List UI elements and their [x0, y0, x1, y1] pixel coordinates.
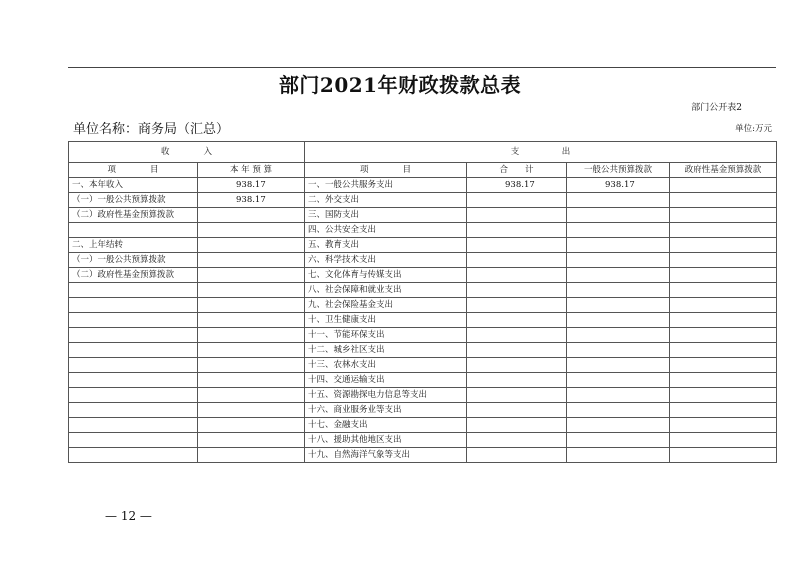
- income-item-cell: [69, 223, 198, 238]
- expense-item-cell: 七、文化体育与传媒支出: [305, 268, 467, 283]
- table-row: [69, 178, 777, 193]
- fund-budget-cell: [670, 223, 777, 238]
- total-cell: [467, 433, 567, 448]
- total-cell: [467, 418, 567, 433]
- expense-item-cell: 十六、商业服务业等支出: [305, 403, 467, 418]
- general-budget-cell: [567, 283, 670, 298]
- table-group-header-row: [69, 142, 777, 163]
- expense-item-cell: 四、公共安全支出: [305, 223, 467, 238]
- general-budget-cell: [567, 253, 670, 268]
- col-fund-budget: 政府性基金预算拨款: [670, 163, 777, 178]
- total-cell: [467, 328, 567, 343]
- col-income-budget: 本 年 预 算: [198, 163, 305, 178]
- table-row: [69, 418, 777, 433]
- total-cell: [467, 223, 567, 238]
- fund-budget-cell: [670, 448, 777, 463]
- income-item-cell: [69, 373, 198, 388]
- expense-header: 支 出: [305, 142, 777, 163]
- income-item-cell: （一）一般公共预算拨款: [69, 193, 198, 208]
- general-budget-cell: [567, 193, 670, 208]
- general-budget-cell: [567, 448, 670, 463]
- total-cell: [467, 238, 567, 253]
- income-item-cell: [69, 433, 198, 448]
- income-budget-cell: [198, 448, 305, 463]
- fund-budget-cell: [670, 403, 777, 418]
- col-general-budget: 一般公共预算拨款: [567, 163, 670, 178]
- table-row: [69, 223, 777, 238]
- table-row: [69, 403, 777, 418]
- table-row: [69, 433, 777, 448]
- general-budget-cell: [567, 328, 670, 343]
- table-row: [69, 448, 777, 463]
- total-cell: [467, 313, 567, 328]
- income-budget-cell: [198, 388, 305, 403]
- total-cell: [467, 358, 567, 373]
- total-cell: [467, 298, 567, 313]
- fund-budget-cell: [670, 388, 777, 403]
- income-budget-cell: [198, 238, 305, 253]
- form-number: 部门公开表2: [691, 103, 742, 113]
- expense-item-cell: 十一、节能环保支出: [305, 328, 467, 343]
- budget-table: [68, 141, 777, 463]
- income-item-cell: [69, 343, 198, 358]
- income-budget-cell: [198, 298, 305, 313]
- fund-budget-cell: [670, 418, 777, 433]
- total-cell: [467, 388, 567, 403]
- page-title: 部门2021年财政拨款总表: [278, 73, 522, 97]
- expense-item-cell: 十七、金融支出: [305, 418, 467, 433]
- expense-item-cell: 九、社会保险基金支出: [305, 298, 467, 313]
- income-budget-cell: 938.17: [198, 193, 305, 208]
- income-budget-cell: [198, 373, 305, 388]
- income-item-cell: [69, 358, 198, 373]
- income-budget-cell: [198, 208, 305, 223]
- fund-budget-cell: [670, 298, 777, 313]
- income-header: 收 入: [69, 142, 305, 163]
- income-budget-cell: [198, 328, 305, 343]
- income-item-cell: [69, 328, 198, 343]
- expense-item-cell: 二、外交支出: [305, 193, 467, 208]
- income-budget-cell: [198, 283, 305, 298]
- table-row: [69, 208, 777, 223]
- total-cell: [467, 373, 567, 388]
- income-budget-cell: [198, 343, 305, 358]
- table-row: [69, 373, 777, 388]
- table-row: [69, 343, 777, 358]
- col-expense-item: 项 目: [305, 163, 467, 178]
- income-budget-cell: [198, 358, 305, 373]
- expense-item-cell: 三、国防支出: [305, 208, 467, 223]
- fund-budget-cell: [670, 433, 777, 448]
- total-cell: [467, 403, 567, 418]
- general-budget-cell: [567, 298, 670, 313]
- table-row: [69, 253, 777, 268]
- fund-budget-cell: [670, 313, 777, 328]
- general-budget-cell: [567, 238, 670, 253]
- fund-budget-cell: [670, 358, 777, 373]
- fund-budget-cell: [670, 268, 777, 283]
- income-item-cell: [69, 388, 198, 403]
- total-cell: 938.17: [467, 178, 567, 193]
- income-budget-cell: 938.17: [198, 178, 305, 193]
- income-item-cell: （二）政府性基金预算拨款: [69, 208, 198, 223]
- general-budget-cell: 938.17: [567, 178, 670, 193]
- fund-budget-cell: [670, 178, 777, 193]
- table-row: [69, 358, 777, 373]
- col-total: 合 计: [467, 163, 567, 178]
- total-cell: [467, 343, 567, 358]
- expense-item-cell: 一、一般公共服务支出: [305, 178, 467, 193]
- fund-budget-cell: [670, 328, 777, 343]
- expense-item-cell: 十四、交通运输支出: [305, 373, 467, 388]
- income-budget-cell: [198, 433, 305, 448]
- fund-budget-cell: [670, 193, 777, 208]
- total-cell: [467, 253, 567, 268]
- expense-item-cell: 十、卫生健康支出: [305, 313, 467, 328]
- expense-item-cell: 十九、自然海洋气象等支出: [305, 448, 467, 463]
- table-row: [69, 268, 777, 283]
- income-item-cell: [69, 283, 198, 298]
- fund-budget-cell: [670, 373, 777, 388]
- general-budget-cell: [567, 373, 670, 388]
- table-row: [69, 238, 777, 253]
- expense-item-cell: 六、科学技术支出: [305, 253, 467, 268]
- expense-item-cell: 八、社会保障和就业支出: [305, 283, 467, 298]
- general-budget-cell: [567, 268, 670, 283]
- page-number: — 12 —: [105, 509, 152, 523]
- income-budget-cell: [198, 223, 305, 238]
- general-budget-cell: [567, 343, 670, 358]
- total-cell: [467, 448, 567, 463]
- income-budget-cell: [198, 268, 305, 283]
- general-budget-cell: [567, 388, 670, 403]
- income-item-cell: （二）政府性基金预算拨款: [69, 268, 198, 283]
- income-item-cell: 一、本年收入: [69, 178, 198, 193]
- expense-item-cell: 十八、援助其他地区支出: [305, 433, 467, 448]
- expense-item-cell: 五、教育支出: [305, 238, 467, 253]
- table-column-header-row: [69, 163, 777, 178]
- income-budget-cell: [198, 253, 305, 268]
- fund-budget-cell: [670, 343, 777, 358]
- expense-item-cell: 十三、农林水支出: [305, 358, 467, 373]
- general-budget-cell: [567, 433, 670, 448]
- total-cell: [467, 283, 567, 298]
- fund-budget-cell: [670, 253, 777, 268]
- total-cell: [467, 193, 567, 208]
- total-cell: [467, 268, 567, 283]
- income-item-cell: 二、上年结转: [69, 238, 198, 253]
- top-rule: [68, 67, 776, 68]
- table-row: [69, 328, 777, 343]
- income-item-cell: [69, 298, 198, 313]
- general-budget-cell: [567, 418, 670, 433]
- general-budget-cell: [567, 223, 670, 238]
- income-budget-cell: [198, 313, 305, 328]
- general-budget-cell: [567, 358, 670, 373]
- fund-budget-cell: [670, 208, 777, 223]
- table-row: [69, 193, 777, 208]
- income-item-cell: [69, 403, 198, 418]
- general-budget-cell: [567, 313, 670, 328]
- income-budget-cell: [198, 418, 305, 433]
- general-budget-cell: [567, 208, 670, 223]
- table-row: [69, 283, 777, 298]
- table-row: [69, 298, 777, 313]
- expense-item-cell: 十五、资源勘探电力信息等支出: [305, 388, 467, 403]
- income-budget-cell: [198, 403, 305, 418]
- table-row: [69, 388, 777, 403]
- expense-item-cell: 十二、城乡社区支出: [305, 343, 467, 358]
- general-budget-cell: [567, 403, 670, 418]
- unit-name: 单位名称：商务局（汇总）: [73, 122, 230, 137]
- fund-budget-cell: [670, 283, 777, 298]
- income-item-cell: [69, 313, 198, 328]
- table-row: [69, 313, 777, 328]
- income-item-cell: [69, 448, 198, 463]
- total-cell: [467, 208, 567, 223]
- unit-label: 单位:万元: [735, 124, 772, 134]
- fund-budget-cell: [670, 238, 777, 253]
- income-item-cell: [69, 418, 198, 433]
- col-income-item: 项 目: [69, 163, 198, 178]
- income-item-cell: （一）一般公共预算拨款: [69, 253, 198, 268]
